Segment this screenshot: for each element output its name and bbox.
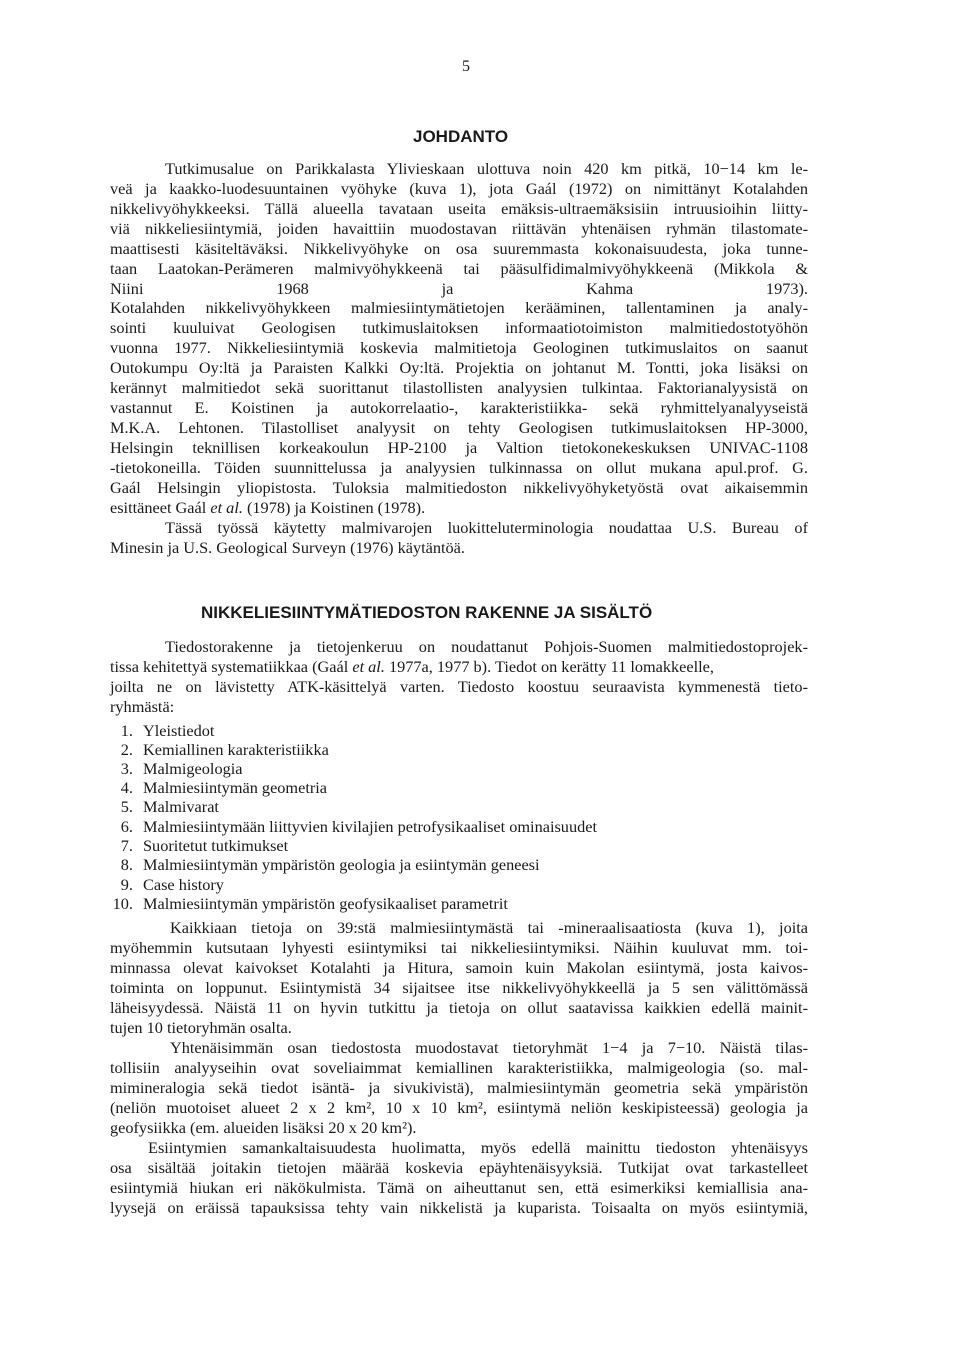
paragraph-line: tollisiin analyyseihin ovat soveliaimmat kemiallinen karakteristiikka, malmigeologia (so. mal-: [110, 1058, 808, 1077]
list-item: Kemiallinen karakteristiikka: [143, 740, 329, 759]
paragraph-line: nikkelivyöhykkeeksi. Tällä alueella tavataan useita emäksis-ultraemäksisiin intruusioihin liitty-: [110, 199, 808, 218]
paragraph-line: Tutkimusalue on Parikkalasta Ylivieskaan ulottuva noin 420 km pitkä, 10−14 km le-: [165, 159, 808, 178]
text-segment: tissa kehitettyä systematiikkaa (Gaál: [110, 657, 349, 676]
text-segment: 1977a, 1977 b). Tiedot on kerätty 11 lomakkeelle,: [388, 657, 714, 676]
paragraph-line: Niini 1968 ja Kahma 1973).: [110, 279, 808, 298]
list-number: 5.: [120, 797, 133, 816]
paragraph-line: Kotalahden nikkelivyöhykkeen malmiesiintymätietojen kerääminen, tallentaminen ja analy-: [110, 298, 808, 317]
paragraph-line: myöhemmin kutsutaan lyhyesti esiintymiksi tai nikkeliesiintymiksi. Näihin kuuluvat mm. toi-: [110, 938, 808, 957]
paragraph-line: M.K.A. Lehtonen. Tilastolliset analyysit on tehty Geologisen tutkimuslaitoksen HP-3000,: [110, 418, 808, 437]
list-item: Yleistiedot: [143, 721, 215, 740]
text-segment: esittäneet Gaál: [110, 498, 207, 517]
paragraph-line: joilta ne on lävistetty ATK-käsittelyä varten. Tiedosto koostuu seuraavista kymmenestä tieto-: [110, 677, 808, 696]
paragraph-line: toiminta on loppunut. Esiintymistä 34 sijaitsee itse nikkelivyöhykkeellä ja 5 sen välittömässä: [110, 978, 808, 997]
list-item: Malmiesiintymän ympäristön geologia ja esiintymän geneesi: [143, 855, 540, 874]
section-title-tiedosto: NIKKELIESIINTYMÄTIEDOSTON RAKENNE JA SISÄLTÖ: [201, 603, 653, 622]
list-item: Malmiesiintymän ympäristön geofysikaaliset parametrit: [143, 894, 508, 913]
paragraph-line: osa sisältää joitakin tietojen määrää koskevia epäyhtenäisyyksiä. Tutkijat ovat tarkastelleet: [110, 1158, 808, 1177]
page-number: 5: [462, 58, 470, 75]
paragraph-line: ryhmästä:: [110, 697, 175, 716]
paragraph-line: viä nikkeliesiintymiä, joiden havaittiin muodostavan riittävän yhtenäisen ryhmän tilastomate-: [110, 219, 808, 238]
list-number: 7.: [120, 836, 133, 855]
paragraph-line: Minesin ja U.S. Geological Surveyn (1976) käytäntöä.: [110, 538, 465, 557]
list-number: 3.: [120, 759, 133, 778]
paragraph-line: Gaál Helsingin yliopistosta. Tuloksia malmitiedoston nikkelivyöhyketyöstä ovat aikaisemmin: [110, 478, 808, 497]
paragraph-line: vastannut E. Koistinen ja autokorrelaatio-, karakteristiikka- sekä ryhmittelyanalyyseistä: [110, 398, 808, 417]
text-segment: (1978) ja Koistinen (1978).: [247, 498, 426, 517]
paragraph-line: Kaikkiaan tietoja on 39:stä malmiesiintymästä tai -mineraalisaatiosta (kuva 1), joita: [170, 918, 808, 937]
section-title-johdanto: JOHDANTO: [413, 127, 509, 146]
italic-et-al: et al.: [352, 657, 385, 676]
paragraph-line: Esiintymien samankaltaisuudesta huolimatta, myös edellä mainittu tiedoston yhtenäisyys: [148, 1138, 808, 1157]
list-item: Case history: [143, 875, 224, 894]
paragraph-line: taan Laatokan-Perämeren malmivyöhykkeenä tai pääsulfidimalmivyöhykkeenä (Mikkola &: [110, 259, 808, 278]
paragraph-line: minnassa olevat kaivokset Kotalahti ja Hitura, samoin kuin Makolan esiintymä, josta kaivos-: [110, 958, 808, 977]
paragraph-line: lyysejä on eräissä tapauksissa tehty vain nikkelistä ja kuparista. Toisaalta on myös esiintymiä,: [110, 1198, 808, 1217]
list-number: 2.: [120, 740, 133, 759]
paragraph-line: mimineralogia sekä tiedot isäntä- ja sivukivistä), malmiesiintymän geometria sekä ympäristön: [110, 1078, 808, 1097]
text-segment: [110, 657, 714, 676]
paragraph-line: [110, 657, 808, 676]
paragraph-line: -tietokoneilla. Töiden suunnittelussa ja analyysien tulkinnassa on ollut mukana apul.prof. G.: [110, 458, 808, 477]
list-number: 1.: [120, 721, 133, 740]
paragraph-line: läheisyydessä. Näistä 11 on hyvin tutkittu ja tietoja on ollut saatavissa kaikkien edellä mainit-: [110, 998, 808, 1017]
paragraph-line: Tässä työssä käytetty malmivarojen luokitteluterminologia noudattaa U.S. Bureau of: [165, 518, 808, 537]
paragraph-line: esiintymiä hiukan eri näkökulmista. Tämä on aiheuttanut sen, että esimerkiksi kemiallisia ana-: [110, 1178, 808, 1197]
list-item: Suoritetut tutkimukset: [143, 836, 289, 855]
list-number: 6.: [120, 817, 133, 836]
paragraph-line: [110, 498, 425, 517]
list-item: Malmiesiintymään liittyvien kivilajien petrofysikaaliset ominaisuudet: [143, 817, 597, 836]
paragraph-line: tujen 10 tietoryhmän osalta.: [110, 1018, 292, 1037]
paragraph-line: Yhtenäisimmän osan tiedostosta muodostavat tietoryhmät 1−4 ja 7−10. Näistä tilas-: [170, 1038, 808, 1057]
paragraph-line: Outokumpu Oy:ltä ja Paraisten Kalkki Oy:ltä. Projektia on johtanut M. Tontti, joka lisäksi on: [110, 358, 808, 377]
paragraph-line: veä ja kaakko-luodesuuntainen vyöhyke (kuva 1), jota Gaál (1972) on nimittänyt Kotalahden: [110, 179, 808, 198]
list-number: 9.: [120, 875, 133, 894]
list-item: Malmivarat: [143, 797, 219, 816]
list-number: 10.: [112, 894, 133, 913]
list-item: Malmigeologia: [143, 759, 243, 778]
paragraph-line: Tiedostorakenne ja tietojenkeruu on noudattanut Pohjois-Suomen malmitiedostoprojek-: [165, 637, 808, 656]
paragraph-line: (neliön muotoiset alueet 2 x 2 km², 10 x 10 km², esiintymä neliön keskipisteessä) geologia ja: [110, 1098, 808, 1117]
paragraph-line: kerännyt malmitiedot sekä suorittanut tilastollisten analyysien tulkintaa. Faktorianalyysistä on: [110, 378, 808, 397]
paragraph-line: sointi kuuluivat Geologisen tutkimuslaitoksen informaatiotoimiston malmitiedostotyöhön: [110, 318, 808, 337]
paragraph-line: maattisesti käsiteltäväksi. Nikkelivyöhyke on osa suuremmasta kokonaisuudesta, joka tunne-: [110, 239, 808, 258]
list-number: 4.: [120, 778, 133, 797]
italic-et-al: et al.: [210, 498, 243, 517]
paragraph-line: Helsingin teknillisen korkeakoulun HP-2100 ja Valtion tietokonekeskuksen UNIVAC-1108: [110, 438, 808, 457]
paragraph-line: geofysiikka (em. alueiden lisäksi 20 x 20 km²).: [110, 1118, 417, 1137]
list-item: Malmiesiintymän geometria: [143, 778, 328, 797]
list-number: 8.: [120, 855, 133, 874]
paragraph-line: vuonna 1977. Nikkeliesiintymiä koskevia malmitietoja Geologinen tutkimuslaitos on saanut: [110, 338, 808, 357]
